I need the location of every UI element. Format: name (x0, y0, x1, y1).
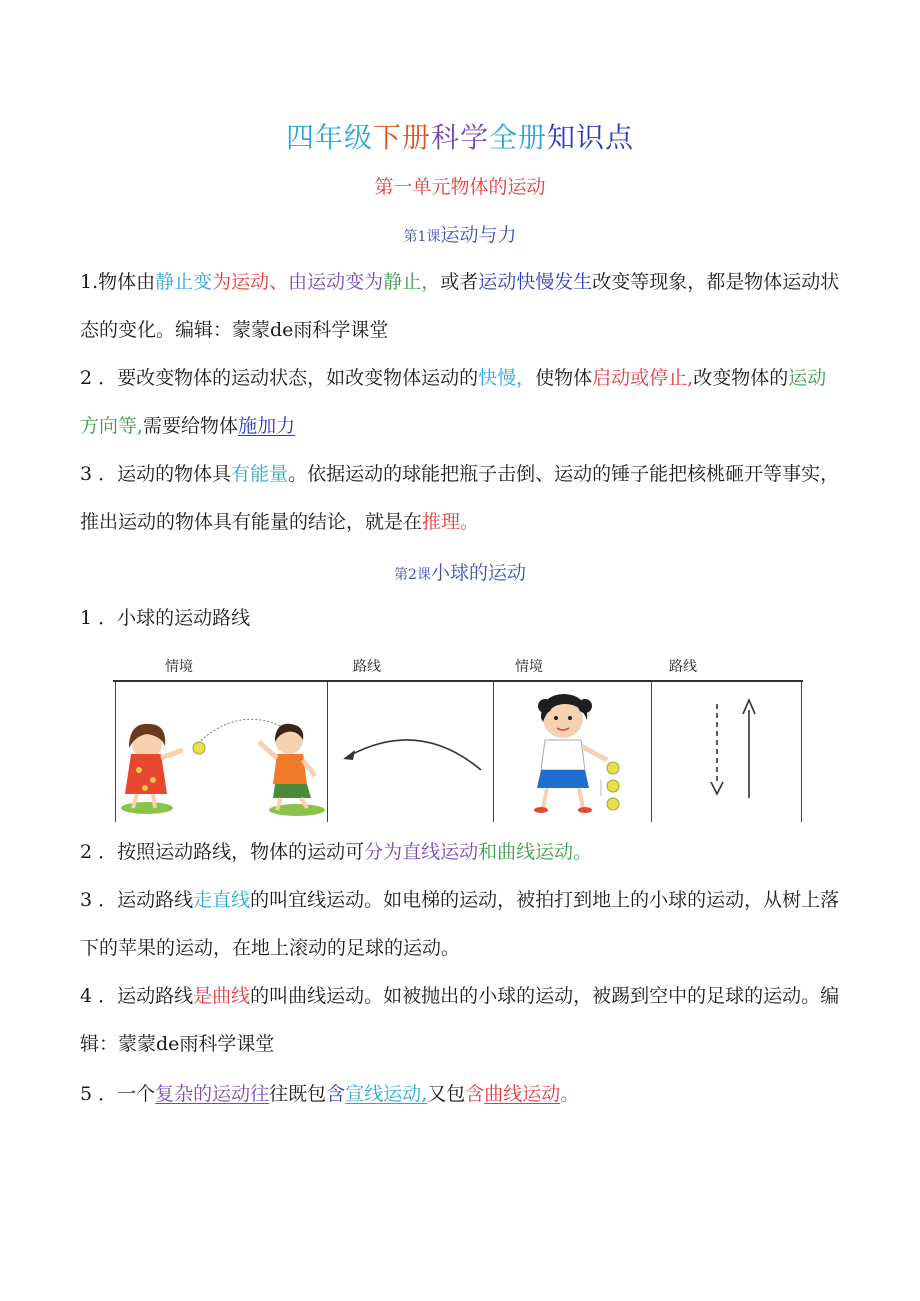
figure-divider (801, 682, 802, 822)
p7-text-a: 4 ．运动路线 (80, 985, 194, 1007)
p8-highlight-complex: 复杂的运动往 (155, 1083, 270, 1105)
curved-path-diagram (329, 684, 491, 820)
p3-highlight-reasoning: 推理。 (422, 511, 480, 533)
p7-text-c: 的叫曲线运动。如被抛出的小球的运动，被踢到空中的足球的运动。编辑：蒙蒙de雨科学课堂 (80, 985, 840, 1055)
lesson-2-heading (0, 558, 920, 585)
figure-divider (651, 682, 652, 822)
title-part-full: 全册 (489, 121, 548, 154)
p6-text-c: 的叫宜线运动。如电梯的运动，被拍打到地上的小球的运动，从树上落下的苹果的运动，在地上滚动的足球的运动。 (80, 889, 840, 959)
p3-highlight-energy: 有能量 (231, 463, 289, 485)
title-part-points: 知识点 (547, 121, 635, 154)
page-title (0, 116, 920, 156)
lesson-1-title: 运动与力 (440, 224, 517, 246)
p1-highlight-speed: 运动快慢发生 (478, 271, 593, 293)
straight-path-diagram (653, 684, 799, 820)
paragraph-1 (80, 258, 842, 354)
ball-path-figure (113, 652, 805, 824)
p2-text-e: 改变物体的 (693, 367, 789, 389)
p1-text-a: 1.物体由 (80, 271, 156, 293)
p2-text-c: 使物体 (535, 367, 593, 389)
title-part-grade: 四年级 (285, 121, 373, 154)
p2-highlight-speed: 快慢， (478, 367, 536, 389)
paragraph-7 (80, 972, 842, 1068)
p8-text-c: 往既包 (269, 1083, 327, 1105)
p6-highlight-straight-line: 走直线 (193, 889, 251, 911)
p1-text-f: 或者 (440, 271, 479, 293)
lesson-2-number: 第2课 (394, 567, 431, 583)
paragraph-6 (80, 876, 842, 972)
paragraph-2 (80, 354, 842, 450)
p6-text-a: 3 ．运动路线 (80, 889, 194, 911)
p1-highlight-motion: 为运动、 (212, 271, 289, 293)
paragraph-8 (80, 1070, 842, 1118)
p1-text-h: 改变等现象，都是物体运动状态的变化。编辑：蒙蒙de雨科学课堂 (80, 271, 840, 341)
p5-text-a: 2 ．按照运动路线，物体的运动可 (80, 841, 365, 863)
paragraph-5 (80, 828, 842, 876)
p8-text-a: 5 ．一个 (80, 1083, 156, 1105)
figure-divider (327, 682, 328, 822)
p3-text-a: 3 ．运动的物体具 (80, 463, 232, 485)
p1-highlight-static: 静止变 (155, 271, 213, 293)
p8-text-f: 又包 (427, 1083, 466, 1105)
figure-header-situation-1: 情境 (165, 659, 193, 675)
title-part-volume: 下册 (372, 121, 431, 154)
paragraph-3 (80, 450, 842, 546)
p5-highlight-curve: 和曲线运动。 (478, 841, 593, 863)
p7-highlight-curve-line: 是曲线 (193, 985, 251, 1007)
p8-text-d: 含 (326, 1083, 346, 1105)
p8-text-i: 。 (560, 1083, 580, 1105)
p1-highlight-stop: 静止， (383, 271, 441, 293)
p2-highlight-start-stop: 启动或停止, (592, 367, 694, 389)
unit-heading: 第一单元物体的运动 (374, 176, 546, 198)
figure-header-path-2: 路线 (669, 659, 697, 675)
title-part-subject: 科学 (430, 121, 489, 154)
figure-table (113, 680, 803, 822)
p2-highlight-direction: 运动方向等, (80, 367, 827, 437)
p1-highlight-from-motion: 由运动变为 (288, 271, 384, 293)
p4-text: 1 ．小球的运动路线 (80, 607, 251, 629)
girl-bouncing-ball-illustration (495, 684, 649, 820)
p3-text-c: 。依据运动的球能把瓶子击倒、运动的锤子能把核桃砸开等事实，推出运动的物体具有能量的结论，就是在 (80, 463, 840, 533)
lesson-1-number: 第1课 (403, 229, 441, 245)
p2-text-a: 2 ．要改变物体的运动状态，如改变物体运动的 (80, 367, 479, 389)
p8-highlight-straight: 宣线运动, (345, 1083, 428, 1105)
lesson-1-heading (0, 220, 920, 247)
p8-text-g: 含 (465, 1083, 485, 1105)
p2-text-g: 需要给物体 (143, 415, 239, 437)
figure-divider (115, 682, 116, 822)
figure-header-path-1: 路线 (353, 659, 381, 675)
lesson-2-title: 小球的运动 (430, 562, 526, 584)
figure-divider (493, 682, 494, 822)
p8-highlight-curve: 曲线运动 (484, 1083, 561, 1105)
paragraph-4 (80, 594, 842, 642)
figure-header-situation-2: 情境 (515, 659, 543, 675)
p5-highlight-straight: 分为直线运动 (364, 841, 479, 863)
p2-highlight-force: 施加力 (238, 415, 296, 437)
children-throwing-ball-illustration (117, 684, 325, 820)
